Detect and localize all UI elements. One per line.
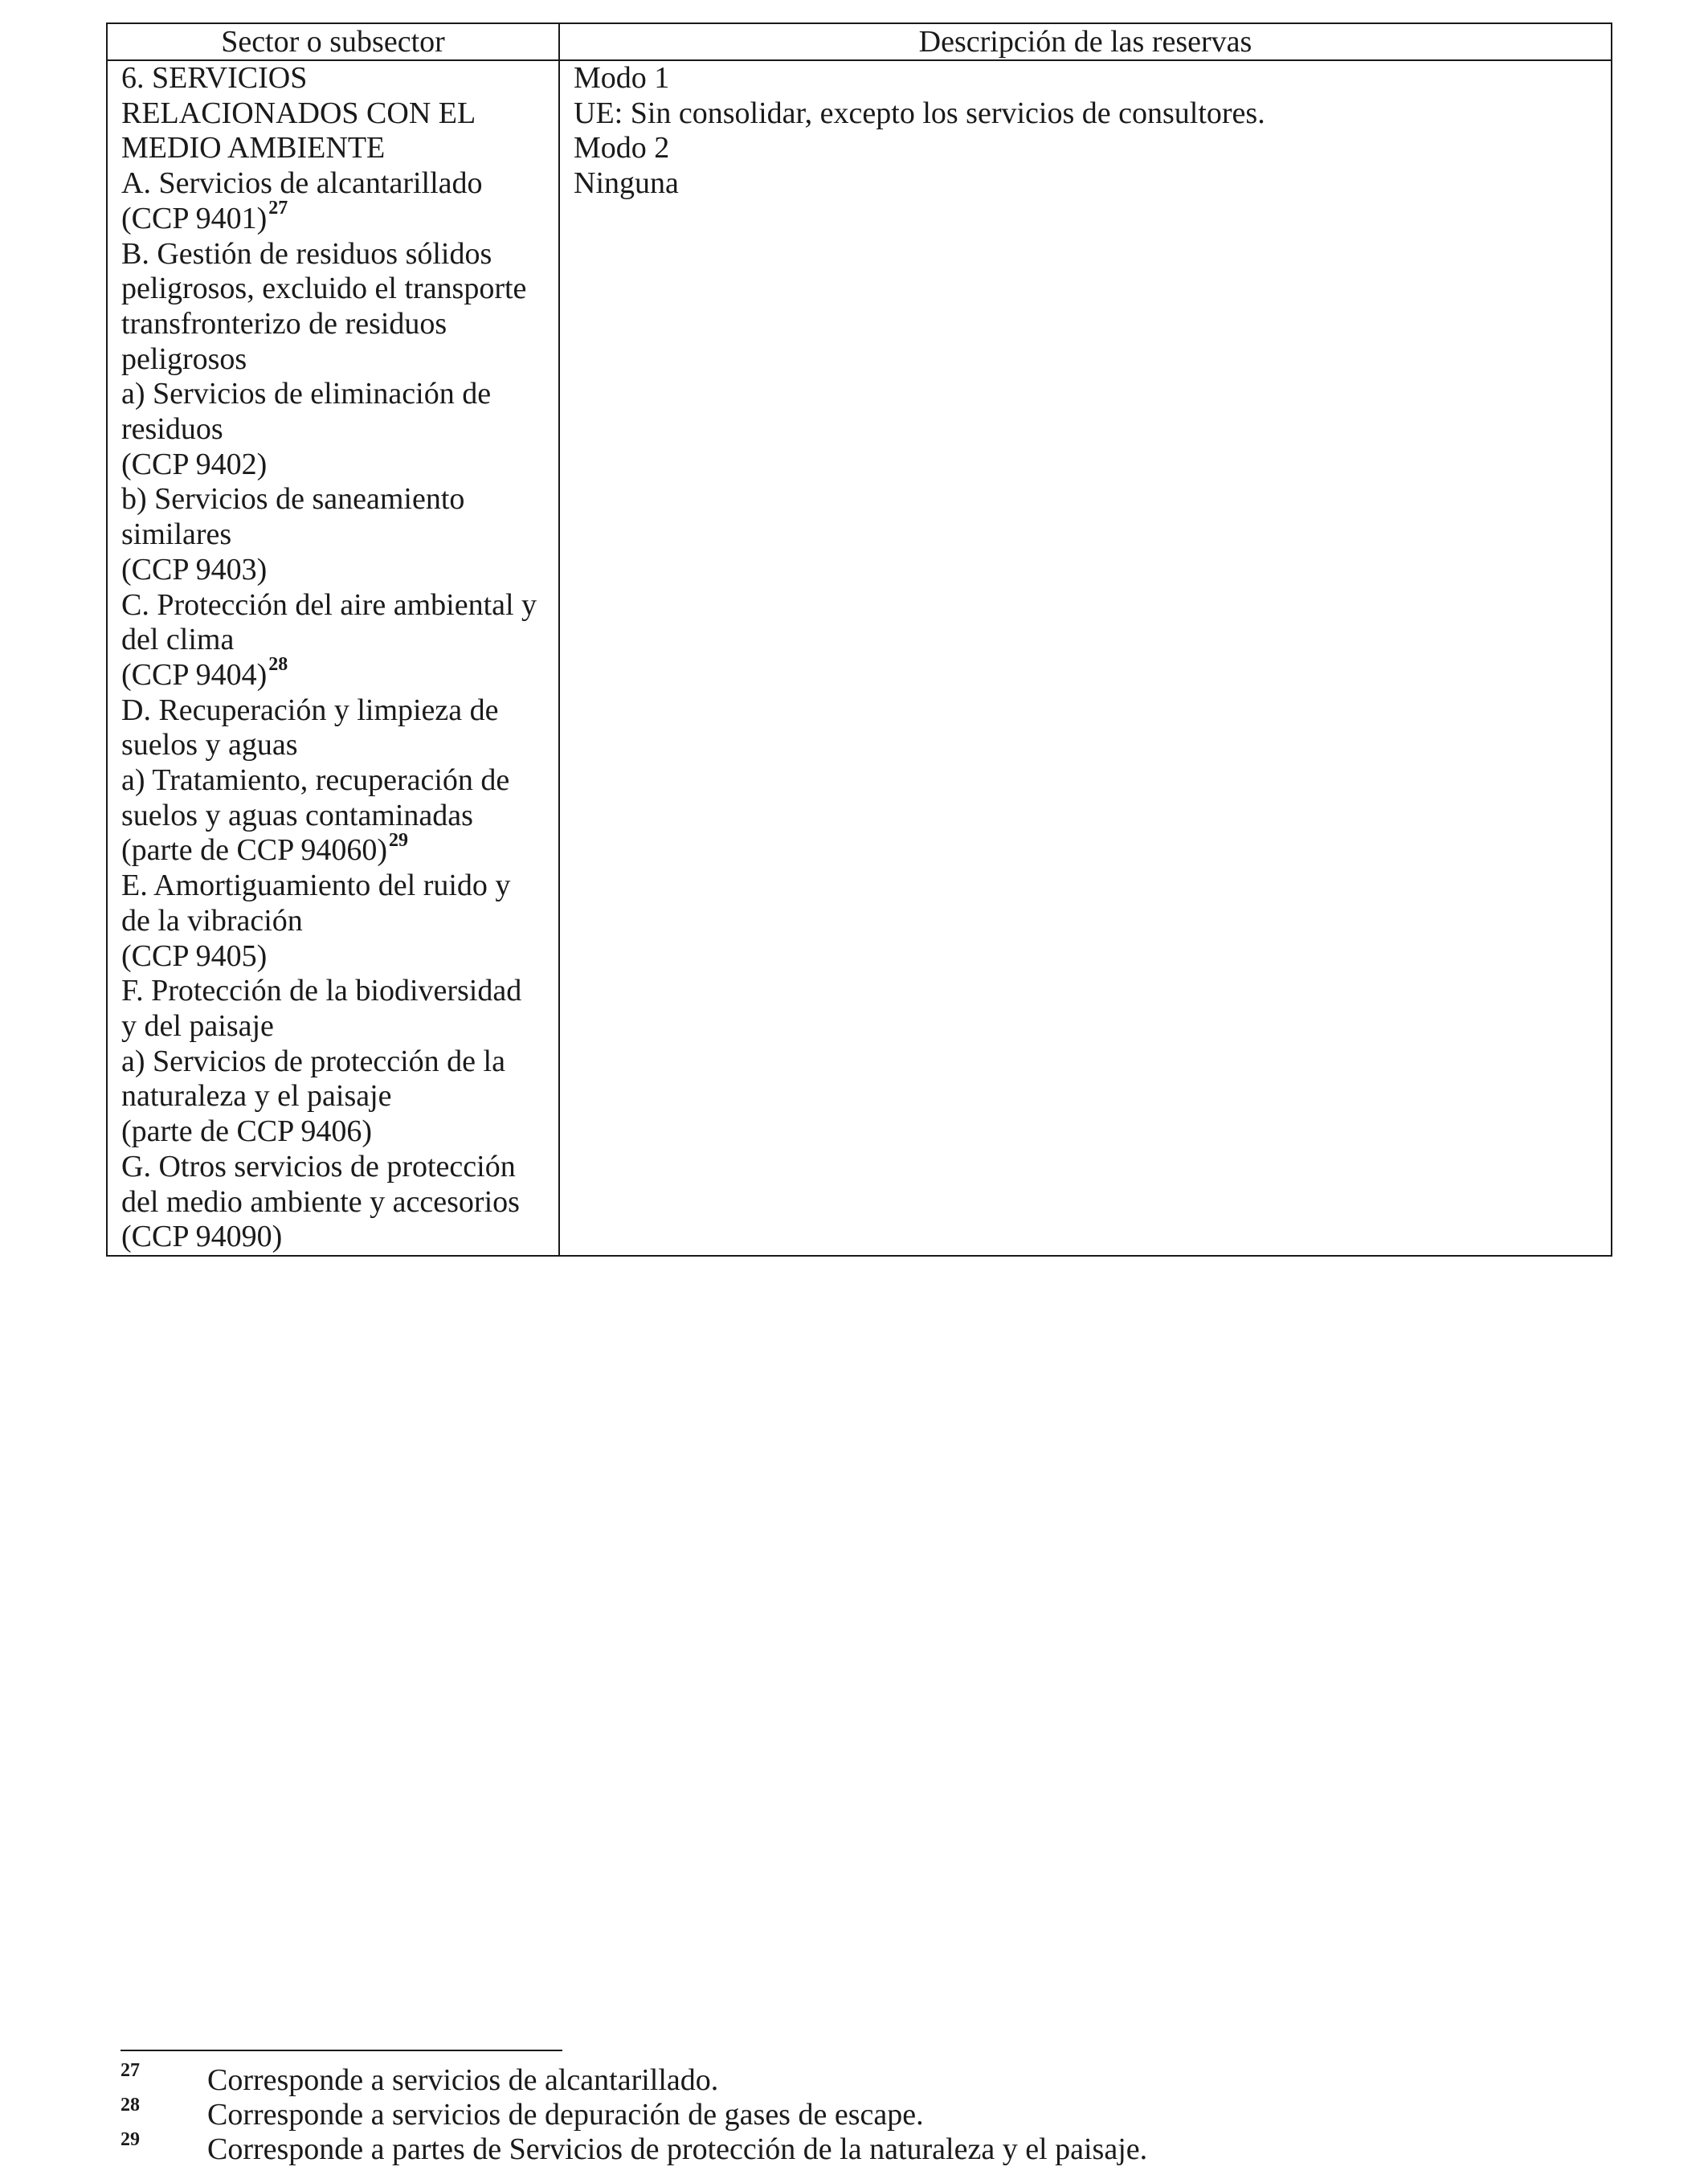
header-sector: Sector o subsector xyxy=(107,23,559,60)
description-line: UE: Sin consolidar, excepto los servicios de consultores. xyxy=(574,96,1265,130)
sector-line xyxy=(121,1185,558,1220)
sector-line-text: 6. SERVICIOS xyxy=(121,61,308,95)
sector-line xyxy=(121,412,558,448)
footnotes xyxy=(121,2060,1567,2167)
sector-line xyxy=(121,131,558,166)
sector-line xyxy=(121,588,558,623)
sector-line-text: (parte de CCP 9406) xyxy=(121,1114,373,1149)
sector-line xyxy=(121,1150,558,1185)
sector-line-text: B. Gestión de residuos sólidos xyxy=(121,236,492,271)
sector-line xyxy=(121,342,558,378)
footnote-separator xyxy=(121,2050,562,2051)
sector-line xyxy=(121,869,558,904)
sector-line-text: RELACIONADOS CON EL xyxy=(121,96,476,130)
sector-line xyxy=(121,1044,558,1080)
sector-line xyxy=(121,939,558,975)
sector-line xyxy=(121,96,558,132)
sector-line-text: suelos y aguas xyxy=(121,728,298,762)
sector-line-text: (CCP 9405) xyxy=(121,938,268,973)
sector-line xyxy=(121,693,558,729)
sector-line xyxy=(121,377,558,412)
sector-line xyxy=(121,763,558,799)
sector-line-text: peligrosos, excluido el transporte xyxy=(121,272,527,306)
sector-line-text: a) Servicios de protección de la xyxy=(121,1044,505,1078)
sector-line-text: naturaleza y el paisaje xyxy=(121,1079,392,1114)
sector-line-text: C. Protección del aire ambiental y xyxy=(121,587,537,622)
sector-line-text: y del paisaje xyxy=(121,1008,274,1043)
table-header-row xyxy=(107,23,1612,60)
footnote-number: 28 xyxy=(121,2095,140,2116)
sector-line xyxy=(121,448,558,483)
footnote-reference[interactable]: 28 xyxy=(268,654,288,676)
footnote xyxy=(121,2129,1567,2167)
sector-line-text: E. Amortiguamiento del ruido y xyxy=(121,869,511,903)
reservations-table xyxy=(106,22,1612,1257)
sector-line-text: (CCP 9404) xyxy=(121,657,268,692)
sector-line xyxy=(121,307,558,342)
sector-cell xyxy=(107,60,559,1256)
sector-line xyxy=(121,728,558,763)
sector-line xyxy=(121,198,558,237)
footnote-text: Corresponde a servicios de alcantarillado. xyxy=(207,2063,719,2097)
sector-line-text: a) Servicios de eliminación de xyxy=(121,377,492,411)
footnote-number: 27 xyxy=(121,2060,140,2081)
sector-line-text: suelos y aguas contaminadas xyxy=(121,798,473,832)
sector-line xyxy=(121,829,558,869)
sector-line-text: del medio ambiente y accesorios xyxy=(121,1184,520,1219)
sector-line-text: G. Otros servicios de protección xyxy=(121,1149,516,1183)
header-description: Descripción de las reservas xyxy=(559,23,1612,60)
sector-line xyxy=(121,553,558,588)
sector-line xyxy=(121,272,558,307)
footnote xyxy=(121,2095,1567,2132)
sector-line xyxy=(121,1114,558,1150)
sector-line-text: similares xyxy=(121,517,232,552)
sector-line xyxy=(121,799,558,834)
footnote-reference[interactable]: 27 xyxy=(268,198,288,219)
description-line: Ninguna xyxy=(574,166,679,201)
sector-line xyxy=(121,61,558,96)
sector-line xyxy=(121,1079,558,1114)
footnote-text: Corresponde a servicios de depuración de gases de escape. xyxy=(207,2098,924,2132)
sector-line-text: D. Recuperación y limpieza de xyxy=(121,693,499,727)
footnote-reference[interactable]: 29 xyxy=(389,829,409,851)
sector-line-text: (CCP 9402) xyxy=(121,447,268,481)
sector-line xyxy=(121,482,558,517)
sector-line-text: peligrosos xyxy=(121,341,247,376)
description-line: Modo 1 xyxy=(574,61,670,95)
sector-line xyxy=(121,517,558,553)
footnote-text: Corresponde a partes de Servicios de protección de la naturaleza y el paisaje. xyxy=(207,2132,1148,2166)
footnote xyxy=(121,2060,1567,2098)
sector-line-text: (CCP 9403) xyxy=(121,552,268,587)
sector-line-text: (CCP 9401) xyxy=(121,201,268,235)
table-row xyxy=(107,60,1612,1256)
sector-line xyxy=(121,1220,558,1255)
sector-line-text: (CCP 94090) xyxy=(121,1220,283,1254)
sector-line-text: de la vibración xyxy=(121,903,303,938)
sector-line xyxy=(121,237,558,272)
footnote-number: 29 xyxy=(121,2129,140,2150)
sector-line xyxy=(121,166,558,202)
sector-line-text: MEDIO AMBIENTE xyxy=(121,131,386,166)
sector-line-text: (parte de CCP 94060) xyxy=(121,833,388,868)
sector-line-text: F. Protección de la biodiversidad xyxy=(121,974,522,1008)
sector-line xyxy=(121,1009,558,1044)
description-cell xyxy=(559,60,1612,1256)
sector-line xyxy=(121,974,558,1009)
sector-line-text: residuos xyxy=(121,412,223,447)
sector-line xyxy=(121,904,558,939)
sector-line-text: b) Servicios de saneamiento xyxy=(121,482,465,517)
sector-line-text: transfronterizo de residuos xyxy=(121,306,447,341)
sector-line-text: del clima xyxy=(121,623,235,657)
sector-line-text: A. Servicios de alcantarillado xyxy=(121,166,483,201)
description-line: Modo 2 xyxy=(574,131,670,166)
sector-line xyxy=(121,623,558,658)
sector-line xyxy=(121,654,558,693)
sector-line-text: a) Tratamiento, recuperación de xyxy=(121,763,510,798)
